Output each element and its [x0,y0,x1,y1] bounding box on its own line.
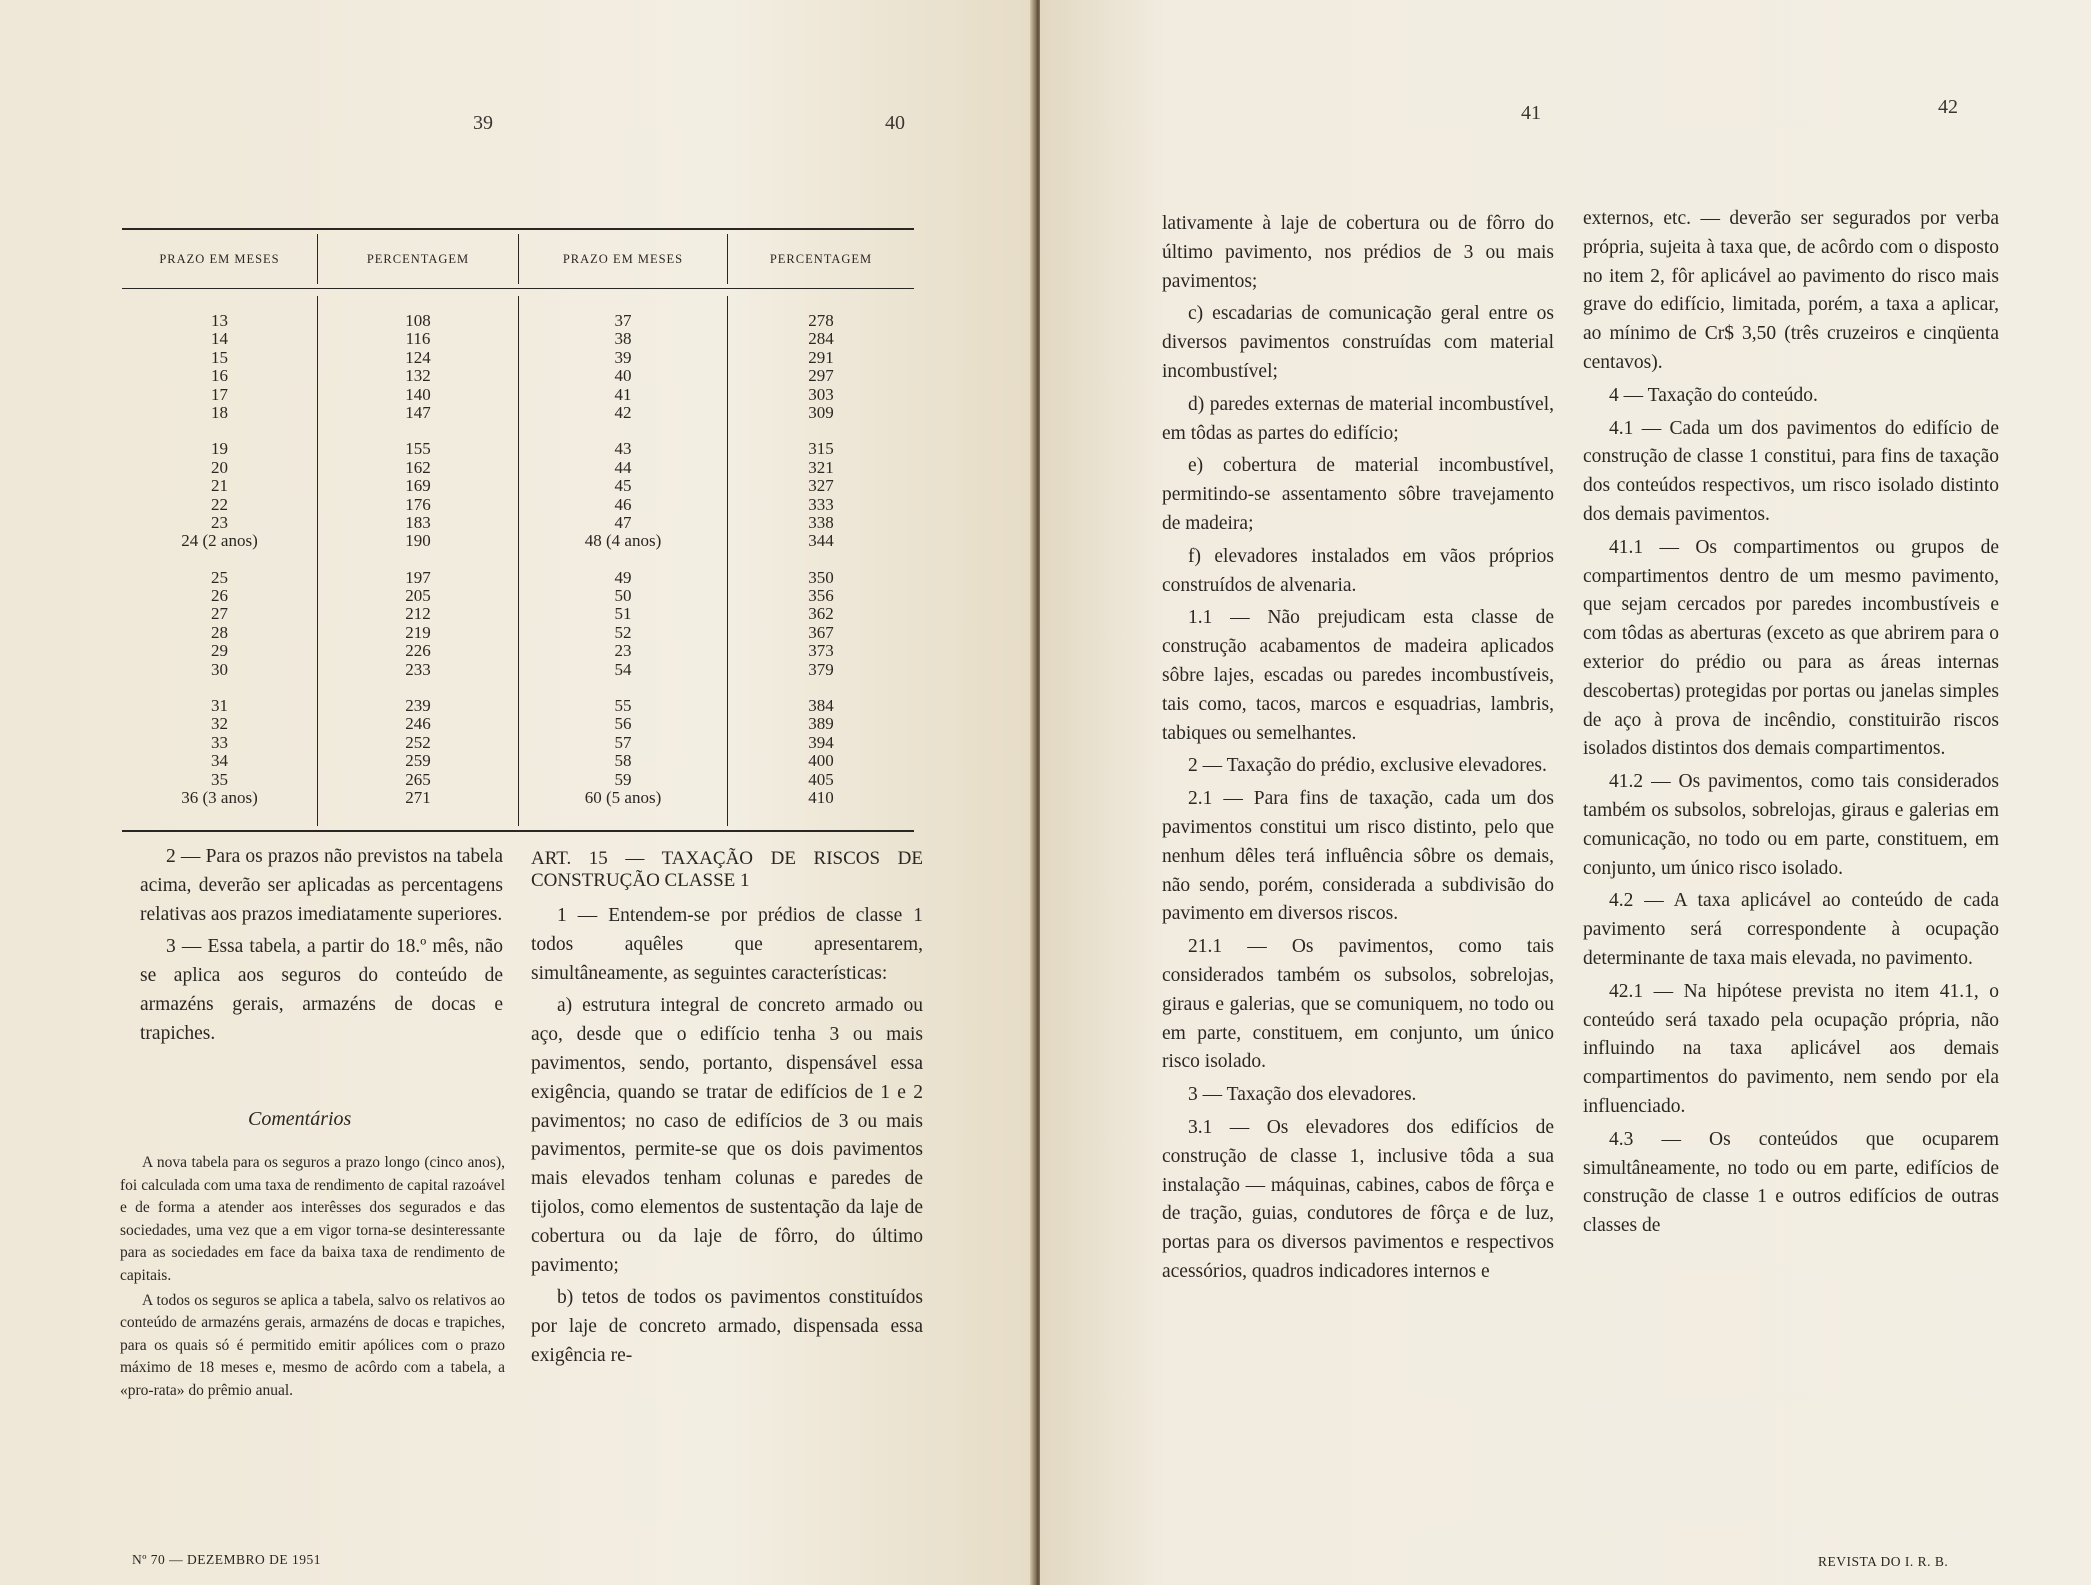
table-cell: 51 [614,604,632,624]
table-cell: 278 [808,311,834,330]
table-cell: 23 [614,641,632,661]
table-cell: 34 [211,751,228,771]
table-cell: 384 [808,696,834,716]
table-cell: 27 [211,604,228,624]
table-cell: 344 [808,531,834,551]
paragraph: a) estrutura integral de concreto armado ou aço, desde que o edifício tenha 3 ou mais pavimentos, sendo, portanto, dispensável essa exigência, quando se tratar de edifícios de 1 e 2 pavimentos; no caso de edifícios de 3 ou mais pavimentos, permite-se que os dois pavimentos mais elevados tenham colunas e paredes de tijolos, como elementos de sustentação da laje de cobertura ou da laje de fôrro, do último pavimento; [531,995,923,1276]
paragraph: 21.1 — Os pavimentos, como tais considerados também os subsolos, sobrelojas, giraus e galerias, que se comuniquem, no todo ou em parte, constituem, em conjunto, um único risco isolado. [1162,936,1554,1073]
table-cell: 176 [405,494,431,514]
table-cell: 59 [614,769,632,789]
table-cell: 169 [405,476,431,496]
comments-block [120,1152,505,1405]
table-group [122,569,317,679]
table-cell: 252 [405,732,431,752]
table-cell: 44 [614,457,632,477]
table-cell: 362 [808,604,834,624]
table-cell: 57 [614,732,632,752]
table-cell: 303 [808,384,834,404]
paragraph: externos, etc. — deverão ser segurados por verba própria, sujeita à taxa que, de acôrdo com o disposto no item 2, fôr aplicável ao pavimento do risco mais grave do edifício, limitada, porém, a taxa a aplicar, ao mínimo de Cr$ 3,50 (três cruzeiros e cinqüenta centavos). [1583,208,1999,373]
table-cell: 30 [211,659,228,679]
page-number-42: 42 [1938,96,1958,118]
table-cell: 41 [614,384,632,404]
table-group [122,312,317,422]
table-group [519,312,727,422]
table-cell: 333 [808,494,834,514]
left-page [0,0,1036,1585]
table-cell: 42 [614,402,632,422]
table-cell: 212 [405,604,431,624]
table-cell: 265 [405,769,431,789]
table-cell: 60 (5 anos) [584,787,662,807]
paragraph: 3.1 — Os elevadores dos edifícios de construção de classe 1, inclusive tôda a sua instalação — máquinas, cabines, cabos de fôrça e de tração, guias, condutores de fôrça e de luz, portas para os diversos pavimentos e respectivos acessórios, quadros indicadores internos e [1162,1116,1554,1282]
article-heading: ART. 15 — TAXAÇÃO DE RISCOS DE CONSTRUÇÃO CLASSE 1 [531,848,923,891]
table-column-prazo-1 [122,312,317,825]
table-cell: 147 [405,402,431,422]
table-cell: 246 [405,714,431,734]
table-cell: 38 [614,329,632,349]
table-column-percentagem-1 [318,312,518,825]
table-cell: 23 [211,512,228,532]
paragraph: d) paredes externas de material incombustível, em tôdas as partes do edifício; [1162,393,1554,444]
table-cell: 190 [405,531,431,551]
table-cell: 373 [808,641,834,661]
table-cell: 24 (2 anos) [181,531,258,551]
table-cell: 55 [614,696,632,716]
comment-paragraph: A todos os seguros se aplica a tabela, salvo os relativos ao conteúdo de armazéns gerais, armazéns de docas e trapiches, para os quais só é permitido emitir apólices com o prazo máximo de 18 meses e, mesmo de acôrdo com a tabela, a «pro-rata» do prêmio anual. [120,1291,505,1399]
paragraph: 42.1 — Na hipótese prevista no item 41.1, o conteúdo será taxado pela ocupação própria, não influindo na taxa aplicável aos demais compartimentos do pavimento, nem sendo por ela influenciado. [1583,980,1999,1117]
table-cell: 155 [405,439,431,459]
paragraph: 1.1 — Não prejudicam esta classe de construção acabamentos de madeira aplicados sôbre lajes, escadas ou paredes incombustíveis, tais como, tacos, marcos e esquadrias, lambris, tabiques ou semelhantes. [1162,607,1554,744]
paragraph: 1 — Entendem-se por prédios de classe 1 todos aquêles que apresentarem, simultâneamente, as seguintes características: [531,905,923,984]
rate-table [122,224,914,834]
table-header-percentagem-2: PERCENTAGEM [769,252,873,266]
table-cell: 405 [808,769,834,789]
table-cell: 52 [614,622,632,642]
paragraph: b) tetos de todos os pavimentos constituídos por laje de concreto armado, dispensada essa exigência re- [531,1287,923,1366]
table-cell: 14 [211,329,228,349]
footer-issue: Nº 70 — DEZEMBRO DE 1951 [132,1552,322,1567]
table-cell: 36 (3 anos) [181,787,258,807]
table-group [318,697,518,807]
paragraph: e) cobertura de material incombustível, permitindo-se assentamento sôbre travejamento de madeira; [1162,455,1554,534]
table-cell: 367 [808,622,834,642]
table-column-prazo-2 [519,312,727,825]
paragraph: 41.2 — Os pavimentos, como tais considerados também os subsolos, sobrelojas, giraus e galerias em comunicação, no todo ou em parte, constituem, em conjunto, um único risco isolado. [1583,771,1999,879]
right-page-column-2 [1583,205,1999,1245]
paragraph: 2 — Taxação do prédio, exclusive elevadores. [1188,755,1547,777]
table-group [318,440,518,550]
left-page-column-2 [531,848,923,1375]
paragraph: 2 — Para os prazos não previstos na tabela acima, deverão ser aplicadas as percentagens relativas aos prazos imediatamente superiores. [140,846,503,925]
comment-title: Comentários [248,1108,352,1130]
table-cell: 32 [211,714,228,734]
table-cell: 389 [808,714,834,734]
table-cell: 379 [808,659,834,679]
table-cell: 205 [405,586,431,606]
table-cell: 29 [211,641,228,661]
table-cell: 140 [405,384,431,404]
table-cell: 19 [211,439,228,459]
table-cell: 13 [211,311,228,330]
table-cell: 315 [808,439,834,459]
paragraph: f) elevadores instalados em vãos próprios construídos de alvenaria. [1162,545,1554,596]
table-cell: 356 [808,586,834,606]
page-number-39: 39 [473,112,493,134]
table-cell: 400 [808,751,834,771]
table-cell: 54 [614,659,632,679]
table-cell: 35 [211,769,228,789]
paragraph: 3 — Taxação dos elevadores. [1188,1084,1417,1106]
page-number-40: 40 [885,112,905,134]
table-cell: 17 [211,384,228,404]
table-cell: 108 [405,311,431,330]
paragraph: c) escadarias de comunicação geral entre os diversos pavimentos construídas com material incombustível; [1162,303,1554,382]
left-page-column-1 [140,843,503,1053]
table-group [728,440,914,550]
table-cell: 49 [614,567,632,587]
table-cell: 226 [405,641,431,661]
table-group [122,440,317,550]
table-cell: 162 [405,457,431,477]
table-cell: 350 [808,567,834,587]
table-cell: 26 [211,586,228,606]
table-group [728,697,914,807]
table-group [728,569,914,679]
table-cell: 15 [211,347,228,367]
table-group [519,697,727,807]
table-header-percentagem-1: PERCENTAGEM [366,252,470,266]
table-cell: 321 [808,457,834,477]
table-column-percentagem-2 [728,312,914,825]
table-group [519,569,727,679]
table-cell: 233 [405,659,431,679]
table-cell: 297 [808,366,834,386]
right-page-column-1 [1162,210,1554,1291]
table-cell: 56 [614,714,632,734]
table-cell: 338 [808,512,834,532]
paragraph: 4 — Taxação do conteúdo. [1609,384,1818,406]
table-cell: 309 [808,402,834,422]
table-cell: 197 [405,567,431,587]
table-group [122,697,317,807]
paragraph: 4.1 — Cada um dos pavimentos do edifício de construção de classe 1 constitui, para fins de taxação dos conteúdos respectivos, um risco isolado distinto dos demais pavimentos. [1583,417,1999,525]
table-cell: 58 [614,751,632,771]
right-page [1040,0,2091,1585]
table-header-prazo-1: PRAZO EM MESES [159,252,280,266]
paragraph: 4.2 — A taxa aplicável ao conteúdo de cada pavimento será correspondente à ocupação determinante de taxa mais elevada, no pavimento. [1583,890,1999,969]
table-cell: 25 [211,567,228,587]
table-group [728,312,914,422]
paragraph: 4.3 — Os conteúdos que ocuparem simultâneamente, no todo ou em parte, edifícios de construção de classe 1 e outros edifícios de outras classes de [1583,1128,1999,1237]
table-cell: 43 [614,439,632,459]
paragraph: lativamente à laje de cobertura ou de fôrro do último pavimento, nos prédios de 3 ou mais pavimentos; [1162,213,1554,292]
table-cell: 124 [405,347,431,367]
comment-paragraph: A nova tabela para os seguros a prazo longo (cinco anos), foi calculada com uma taxa de rendimento de capital razoável e de forma a atender aos interêsses dos segurados e das sociedades, uma vez que a em vigor torna-se desinteressante para as sociedades em face da baixa taxa de rendimento de capitais. [120,1154,505,1284]
table-cell: 40 [614,366,632,386]
table-cell: 16 [211,366,228,386]
table-group [318,569,518,679]
footer-journal: REVISTA DO I. R. B. [1818,1554,1949,1569]
table-cell: 31 [211,696,228,716]
table-header-prazo-2: PRAZO EM MESES [562,252,684,266]
table-group [519,440,727,550]
table-cell: 259 [405,751,431,771]
table-cell: 28 [211,622,228,642]
table-cell: 327 [808,476,834,496]
paragraph: 3 — Essa tabela, a partir do 18.º mês, não se aplica aos seguros do conteúdo de armazéns gerais, armazéns de docas e trapiches. [140,936,503,1044]
table-cell: 39 [614,347,632,367]
table-cell: 46 [614,494,632,514]
table-cell: 132 [405,366,431,386]
table-cell: 33 [211,732,228,752]
table-cell: 18 [211,402,228,422]
table-cell: 50 [614,586,632,606]
paragraph: 2.1 — Para fins de taxação, cada um dos pavimentos constitui um risco distinto, pelo que nenhum dêles terá influência sôbre os demais, não sendo, porém, considerada a subdivisão do pavimento em diversos riscos. [1162,788,1554,925]
table-cell: 183 [405,512,431,532]
table-cell: 394 [808,732,834,752]
table-cell: 239 [405,696,431,716]
page-number-41: 41 [1521,102,1541,124]
table-group [318,312,518,422]
table-cell: 47 [614,512,632,532]
table-cell: 291 [808,347,834,367]
table-cell: 271 [405,787,431,807]
table-cell: 48 (4 anos) [584,531,662,551]
table-cell: 20 [211,457,228,477]
table-cell: 284 [808,329,834,349]
paragraph: 41.1 — Os compartimentos ou grupos de compartimentos dentro de um mesmo pavimento, que sejam cercados por paredes incombustíveis e com tôdas as aberturas (exceto as que abrirem para o exterior do prédio ou para as áreas internas descobertas) protegidas por portas ou janelas simples de aço à prova de incêndio, constituirão riscos isolados distintos dos demais compartimentos. [1583,536,1999,760]
table-cell: 116 [405,329,431,349]
table-cell: 219 [405,622,431,642]
table-cell: 22 [211,494,228,514]
table-cell: 37 [614,311,632,330]
table-cell: 410 [808,787,834,807]
table-cell: 21 [211,476,228,496]
table-cell: 45 [614,476,632,496]
